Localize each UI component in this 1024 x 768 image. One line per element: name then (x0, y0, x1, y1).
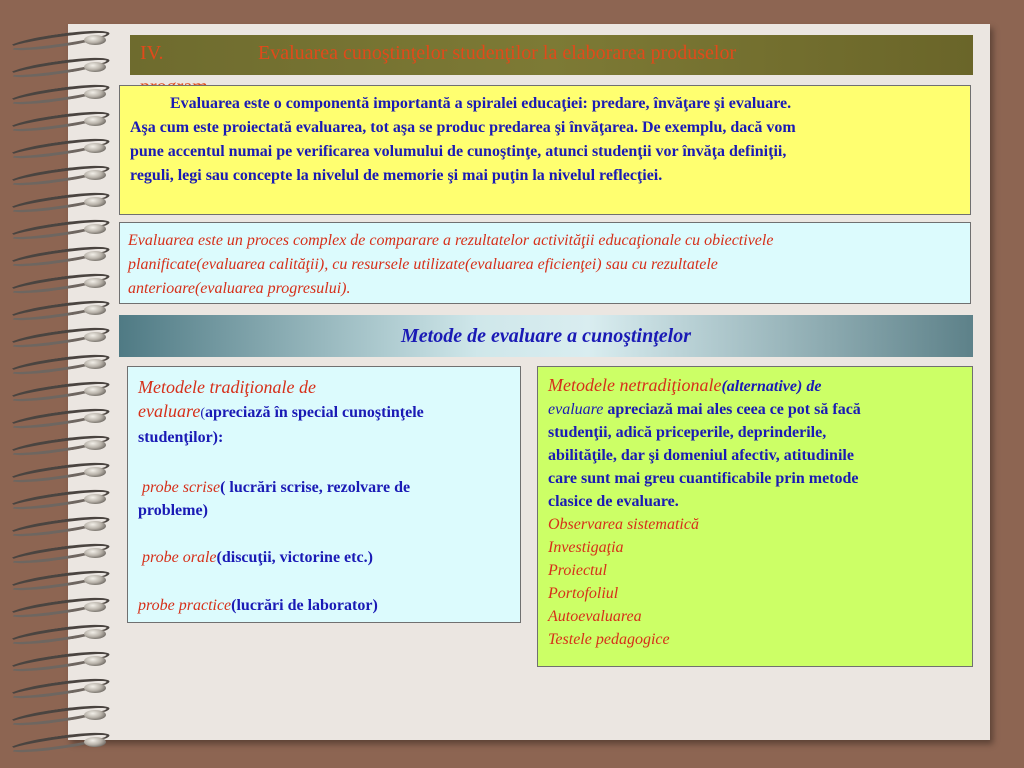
intro-box (119, 85, 971, 215)
coil-ring (84, 494, 106, 504)
item-detail: ( lucrări scrise, rezolvare de (220, 479, 411, 496)
spiral-coil (0, 516, 135, 534)
traditional-title-word: evaluare (138, 401, 201, 421)
coil-ring (84, 197, 106, 207)
spiral-coil (0, 597, 135, 615)
traditional-title-row (138, 399, 510, 426)
coil-ring (84, 332, 106, 342)
coil-ring (84, 656, 106, 666)
coil-ring (84, 440, 106, 450)
alternative-desc: care sunt mai greu cuantificabile prin metode (548, 470, 859, 487)
method-item: Observarea sistematică (548, 516, 699, 533)
alternative-title: Metodele netradiţionale (548, 375, 722, 395)
alternative-desc: clasice de evaluare. (548, 493, 679, 510)
coil-ring (84, 359, 106, 369)
spiral-coil (0, 705, 135, 723)
spiral-coil (0, 381, 135, 399)
spiral-coil (0, 678, 135, 696)
method-item: Investigaţia (548, 539, 624, 556)
spiral-coil (0, 111, 135, 129)
alternative-desc-row (548, 398, 962, 421)
coil-ring (84, 170, 106, 180)
spiral-coil (0, 300, 135, 318)
coil-ring (84, 521, 106, 531)
intro-line: Evaluarea este o componentă importantă a spiralei educaţiei: predare, învăţare şi evaluare. (170, 95, 792, 112)
spiral-coil (0, 192, 135, 210)
traditional-methods-box (127, 366, 521, 623)
item-detail: probleme) (138, 502, 208, 519)
list-item (138, 594, 510, 618)
item-label: probe scrise (142, 479, 221, 496)
intro-line: reguli, legi sau concepte la nivelul de memorie şi mai puţin la nivelul reflecţiei. (130, 167, 663, 184)
alternative-desc: abilităţile, dar şi domeniul afectiv, atitudinile (548, 447, 854, 464)
coil-ring (84, 278, 106, 288)
coil-ring (84, 467, 106, 477)
intro-line: pune accentul numai pe verificarea volumului de cunoştinţe, atunci studenţii vor învăţa definiţii, (130, 143, 787, 160)
spiral-coil (0, 543, 135, 561)
coil-ring (84, 386, 106, 396)
spiral-coil (0, 435, 135, 453)
coil-ring (84, 62, 106, 72)
spiral-binding (0, 0, 135, 768)
definition-line: Evaluarea este un proces complex de comparare a rezultatelor activităţii educaţionale cu obiectivele (128, 232, 774, 249)
item-label: probe practice (138, 597, 232, 614)
method-item: Autoevaluarea (548, 608, 642, 625)
spiral-coil (0, 138, 135, 156)
coil-ring (84, 305, 106, 315)
coil-ring (84, 683, 106, 693)
spiral-coil (0, 354, 135, 372)
methods-heading-bar (119, 315, 973, 357)
paren: ( (200, 406, 205, 421)
coil-ring (84, 548, 106, 558)
spiral-coil (0, 246, 135, 264)
alternative-title-row (548, 374, 962, 398)
spiral-coil (0, 84, 135, 102)
coil-ring (84, 602, 106, 612)
alternative-word: evaluare (548, 401, 604, 418)
coil-ring (84, 89, 106, 99)
list-item (138, 476, 510, 500)
coil-ring (84, 143, 106, 153)
item-detail: (lucrări de laborator) (231, 597, 378, 614)
coil-ring (84, 116, 106, 126)
coil-ring (84, 251, 106, 261)
coil-ring (84, 35, 106, 45)
traditional-title: Metodele tradiţionale de (138, 377, 316, 397)
title-number: IV. (140, 42, 164, 64)
spiral-coil (0, 651, 135, 669)
coil-ring (84, 224, 106, 234)
spiral-coil (0, 30, 135, 48)
coil-ring (84, 413, 106, 423)
spiral-coil (0, 570, 135, 588)
item-label: probe orale (142, 549, 217, 566)
method-item: Testele pedagogice (548, 631, 670, 648)
spiral-coil (0, 624, 135, 642)
alternative-desc: studenţii, adică priceperile, deprinderile, (548, 424, 827, 441)
definition-line: anterioare(evaluarea progresului). (128, 280, 351, 297)
spiral-coil (0, 327, 135, 345)
definition-box (119, 222, 971, 304)
coil-ring (84, 710, 106, 720)
alternative-methods-box (537, 366, 973, 667)
item-detail: (discuţii, victorine etc.) (216, 549, 373, 566)
list-item (138, 546, 510, 570)
coil-ring (84, 629, 106, 639)
alternative-subtitle: (alternative) de (721, 378, 822, 395)
slide-title: Evaluarea cunoştinţelor studenţilor la elaborarea produselor (258, 42, 737, 64)
definition-line: planificate(evaluarea calităţii), cu resursele utilizate(evaluarea eficienţei) sau cu rezultatele (128, 256, 718, 273)
traditional-desc: studenţilor): (138, 429, 224, 446)
spiral-coil (0, 408, 135, 426)
spiral-coil (0, 219, 135, 237)
coil-ring (84, 575, 106, 585)
spiral-coil (0, 57, 135, 75)
intro-line: Aşa cum este proiectată evaluarea, tot aşa se produc predarea şi învăţarea. De exemplu, dacă vom (130, 119, 796, 136)
spiral-coil (0, 165, 135, 183)
methods-heading: Metode de evaluare a cunoştinţelor (401, 324, 691, 347)
traditional-desc: apreciază în special cunoştinţele (204, 404, 424, 421)
method-item: Portofoliul (548, 585, 619, 602)
alternative-desc: apreciază mai ales ceea ce pot să facă (607, 401, 861, 418)
spiral-coil (0, 489, 135, 507)
method-item: Proiectul (548, 562, 607, 579)
coil-ring (84, 737, 106, 747)
spiral-coil (0, 732, 135, 750)
spiral-coil (0, 273, 135, 291)
spiral-coil (0, 462, 135, 480)
